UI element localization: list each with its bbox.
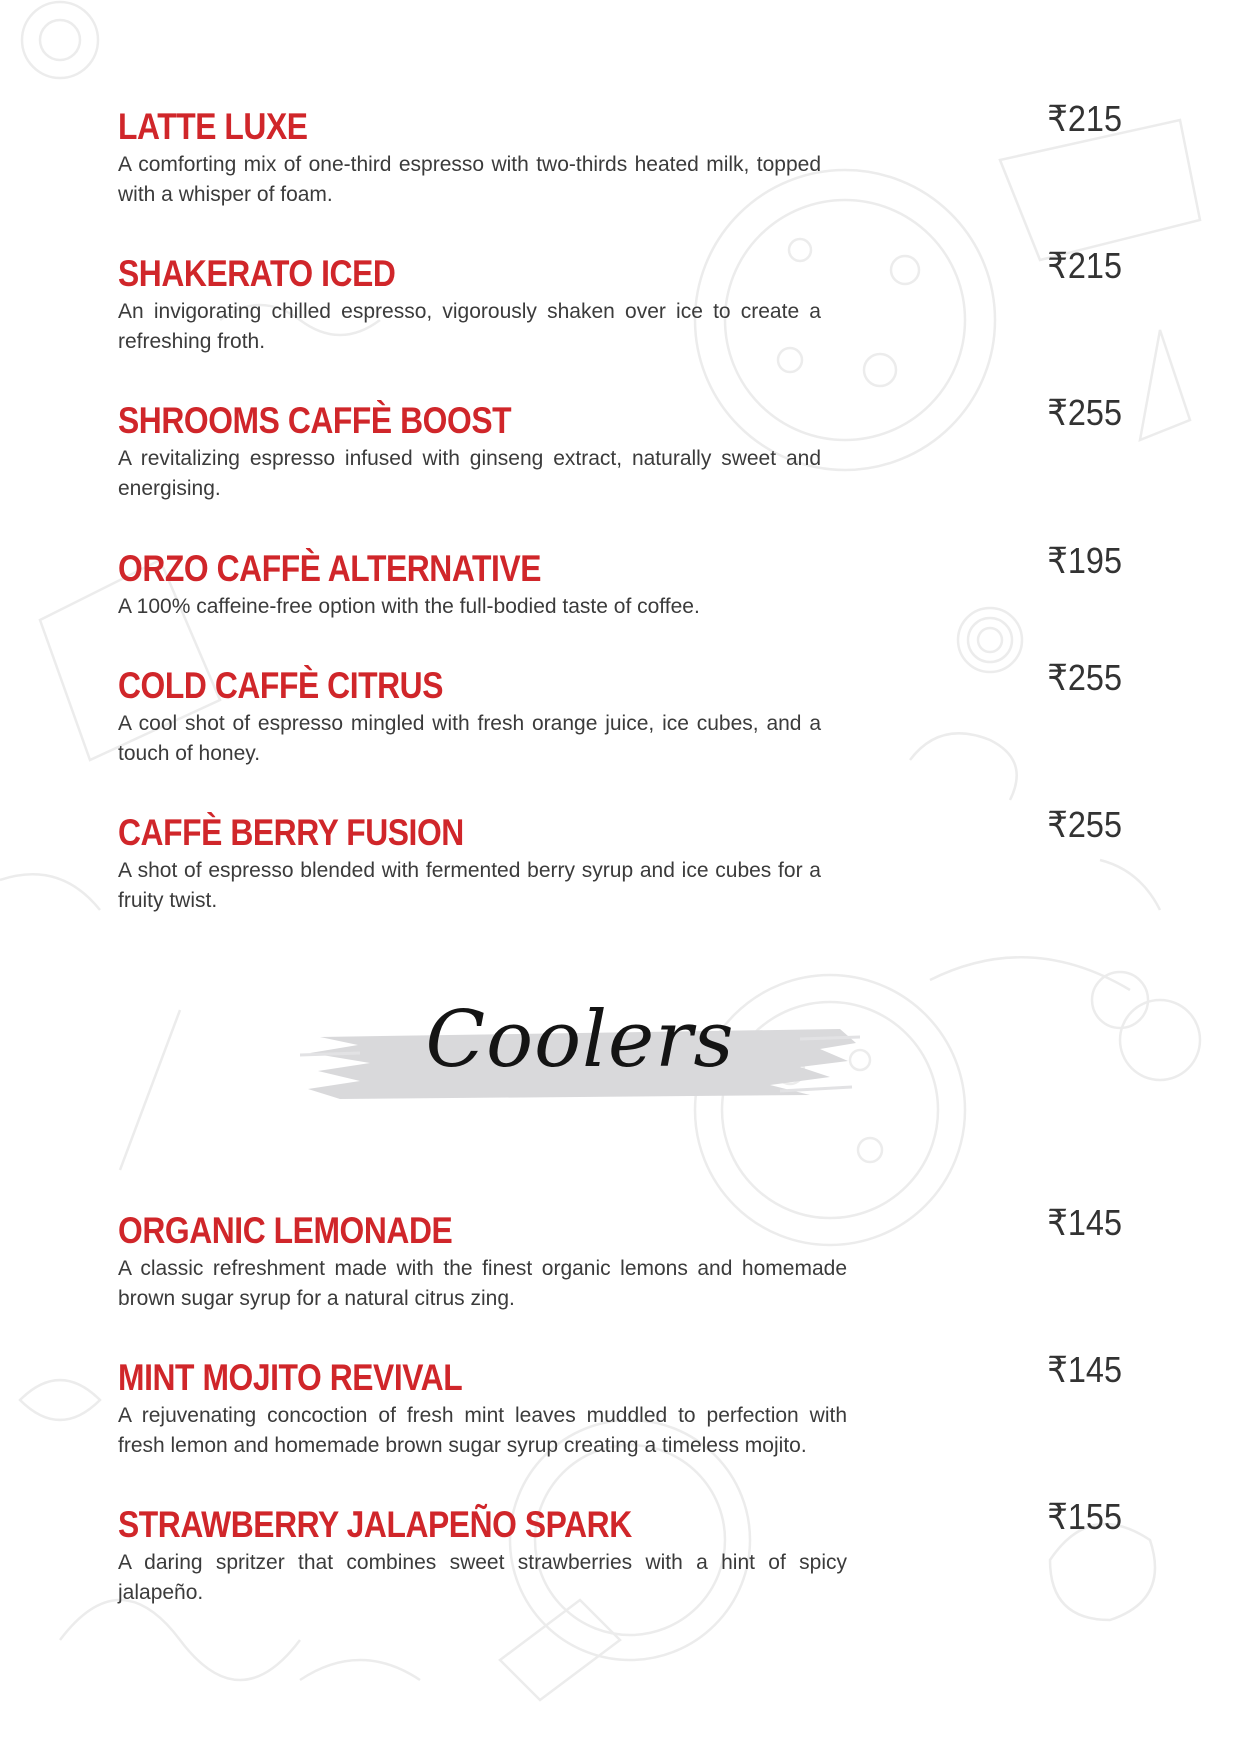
menu-item xyxy=(118,804,1122,916)
item-price: ₹195 xyxy=(1047,540,1122,581)
menu-item xyxy=(118,245,1122,357)
item-name: CAFFÈ BERRY FUSION xyxy=(118,812,464,853)
item-description: A shot of espresso blended with fermented berry syrup and ice cubes for a fruity twist. xyxy=(118,859,821,912)
item-description: A 100% caffeine-free option with the full-bodied taste of coffee. xyxy=(118,595,700,618)
menu-item xyxy=(118,540,1122,622)
section-header-coolers xyxy=(300,985,860,1125)
menu-item xyxy=(118,1496,1122,1608)
item-description: An invigorating chilled espresso, vigorously shaken over ice to create a refreshing froth. xyxy=(118,300,821,353)
item-price: ₹145 xyxy=(1047,1349,1122,1390)
item-name: ORGANIC LEMONADE xyxy=(118,1210,453,1251)
item-description: A comforting mix of one-third espresso with two-thirds heated milk, topped with a whisper of foam. xyxy=(118,153,821,206)
item-description: A rejuvenating concoction of fresh mint leaves muddled to perfection with fresh lemon and homemade brown sugar syrup creating a timeless mojito. xyxy=(118,1404,847,1457)
item-price: ₹215 xyxy=(1047,245,1122,286)
menu-item xyxy=(118,657,1122,769)
item-price: ₹215 xyxy=(1047,98,1122,139)
menu-item xyxy=(118,1349,1122,1461)
item-price: ₹155 xyxy=(1047,1496,1122,1537)
item-price: ₹255 xyxy=(1047,804,1122,845)
item-description: A revitalizing espresso infused with ginseng extract, naturally sweet and energising. xyxy=(118,447,821,500)
menu-item xyxy=(118,1202,1122,1314)
item-name: STRAWBERRY JALAPEÑO SPARK xyxy=(118,1504,632,1545)
item-price: ₹145 xyxy=(1047,1202,1122,1243)
item-price: ₹255 xyxy=(1047,392,1122,433)
item-description: A cool shot of espresso mingled with fresh orange juice, ice cubes, and a touch of honey. xyxy=(118,712,821,765)
item-name: COLD CAFFÈ CITRUS xyxy=(118,665,444,706)
section-title: Coolers xyxy=(425,995,735,1085)
item-name: LATTE LUXE xyxy=(118,106,308,147)
menu-item xyxy=(118,392,1122,504)
item-description: A daring spritzer that combines sweet strawberries with a hint of spicy jalapeño. xyxy=(118,1551,847,1604)
item-name: SHROOMS CAFFÈ BOOST xyxy=(118,400,512,441)
item-price: ₹255 xyxy=(1047,657,1122,698)
item-name: SHAKERATO ICED xyxy=(118,253,396,294)
menu-item xyxy=(118,98,1122,210)
item-description: A classic refreshment made with the finest organic lemons and homemade brown sugar syrup for a natural citrus zing. xyxy=(118,1257,847,1310)
item-name: ORZO CAFFÈ ALTERNATIVE xyxy=(118,548,542,589)
item-name: MINT MOJITO REVIVAL xyxy=(118,1357,463,1398)
